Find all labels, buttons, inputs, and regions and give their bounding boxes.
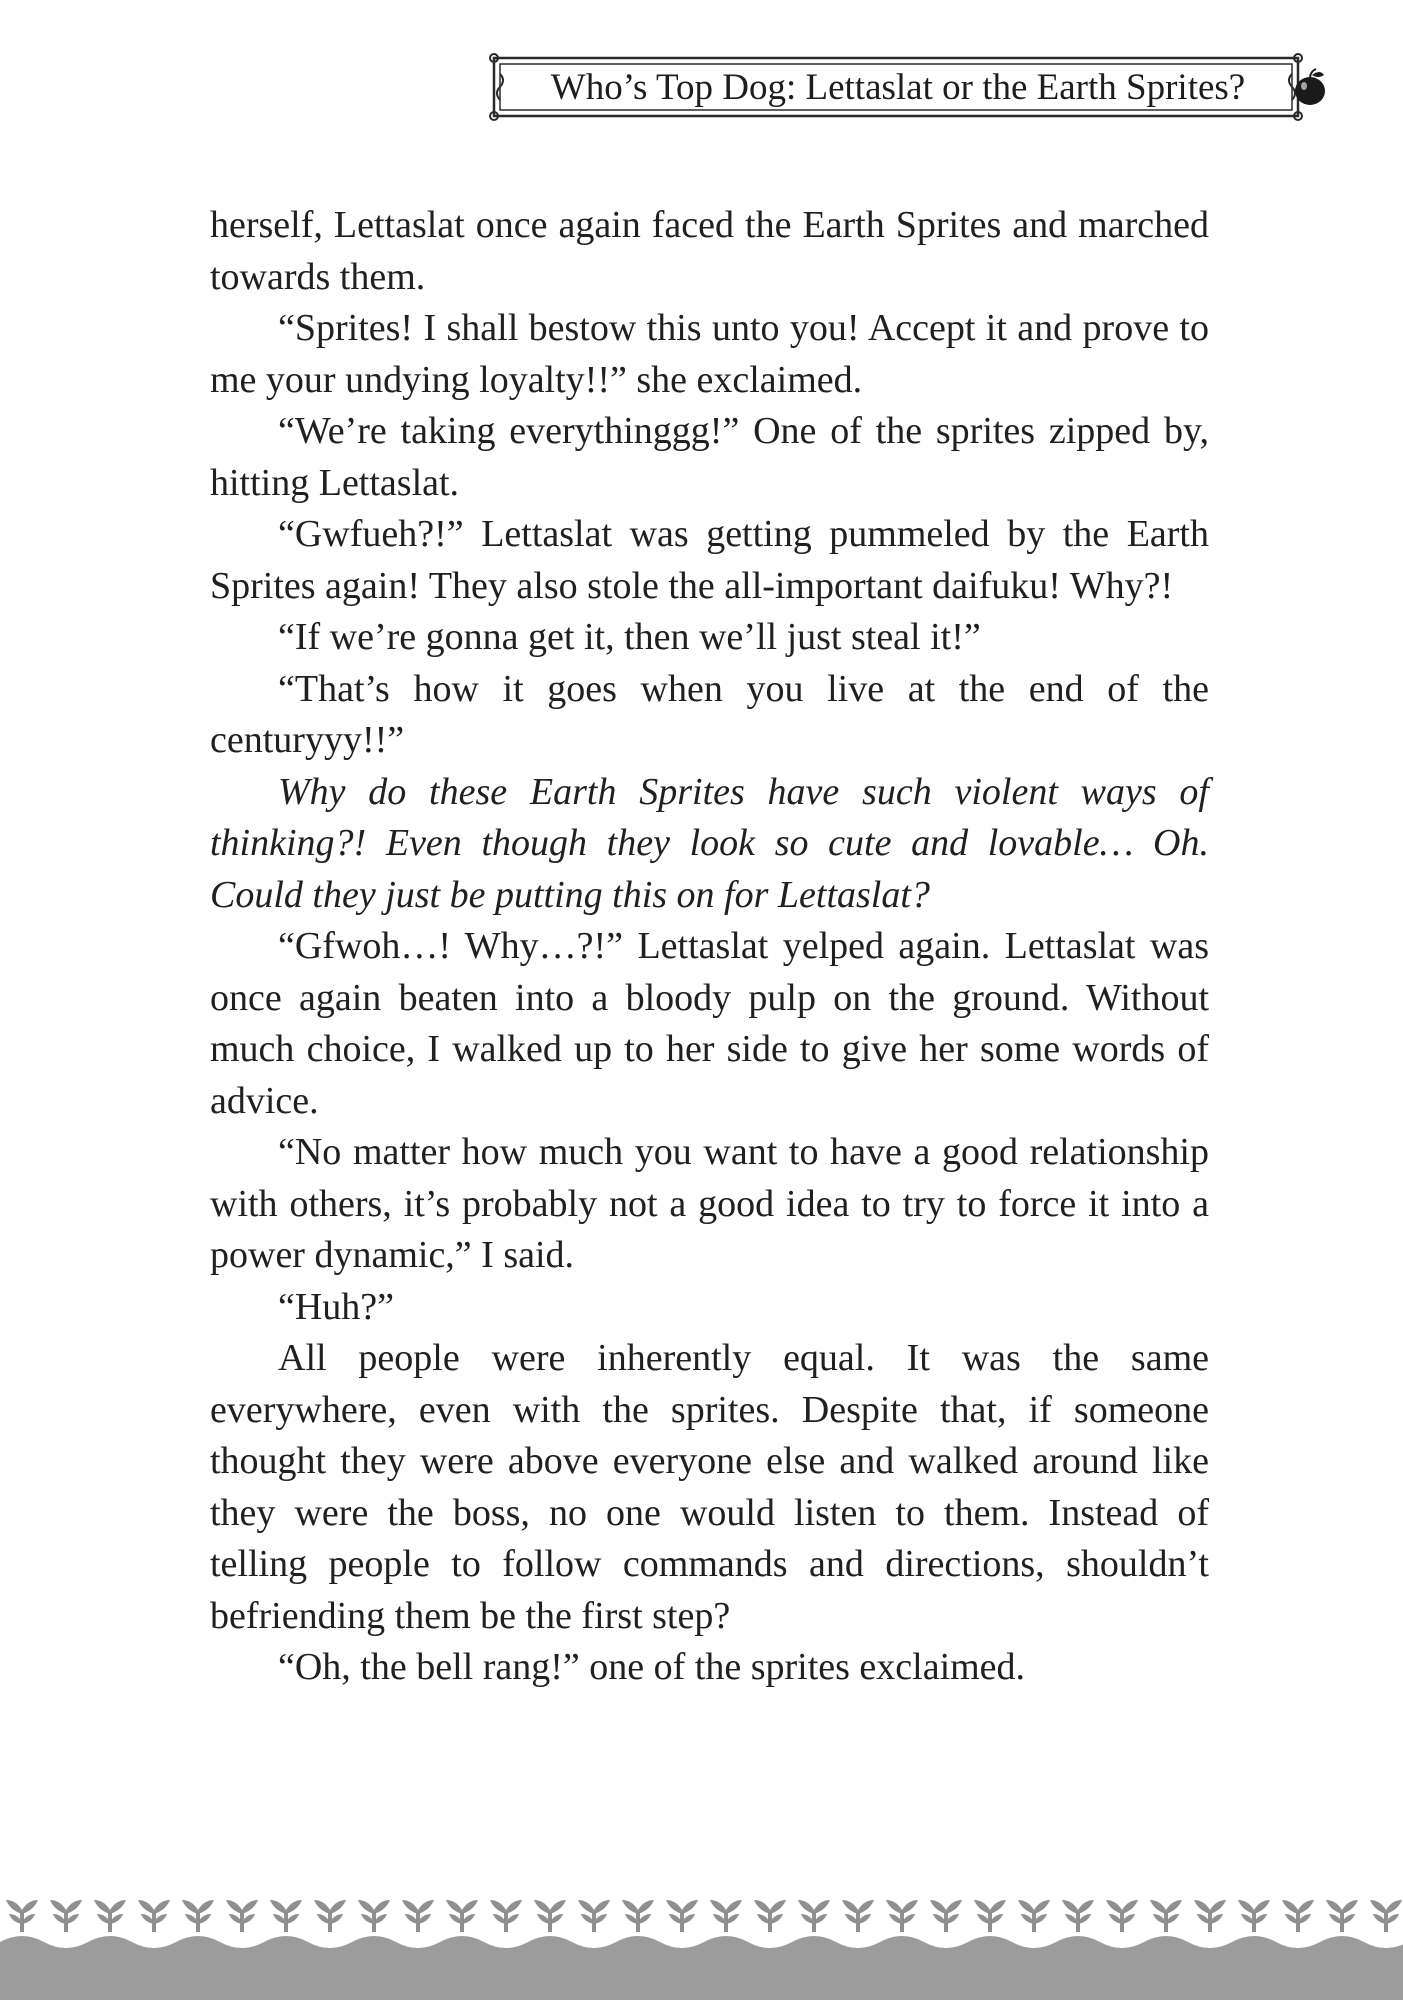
sprout-icon xyxy=(358,1900,390,1932)
paragraph: herself, Lettaslat once again faced the Earth Sprites and marched towards them. xyxy=(210,204,1209,298)
sprout-icon xyxy=(754,1900,786,1932)
paragraph: “Sprites! I shall bestow this unto you! Accept it and prove to me your undying loyalty!!” she exclaimed. xyxy=(210,307,1209,401)
paragraph: “Huh?” xyxy=(278,1285,395,1328)
sprout-icon xyxy=(1326,1900,1358,1932)
sprout-icon xyxy=(886,1900,918,1932)
sprout-icon xyxy=(270,1900,302,1932)
sprout-icon xyxy=(1018,1900,1050,1932)
sprout-icon xyxy=(1062,1900,1094,1932)
body-text xyxy=(210,200,1209,1694)
sprout-icon xyxy=(402,1900,434,1932)
sprout-icon xyxy=(666,1900,698,1932)
sprout-icon xyxy=(226,1900,258,1932)
running-header xyxy=(488,52,1308,126)
sprout-pattern xyxy=(6,1900,1402,1932)
sprout-icon xyxy=(578,1900,610,1932)
footer-band xyxy=(0,1880,1403,2000)
sprout-icon xyxy=(490,1900,522,1932)
sprout-icon xyxy=(710,1900,742,1932)
sprout-icon xyxy=(446,1900,478,1932)
sprout-icon xyxy=(182,1900,214,1932)
sprout-icon xyxy=(622,1900,654,1932)
sprout-icon xyxy=(534,1900,566,1932)
sprout-icon xyxy=(1194,1900,1226,1932)
paragraph: “Gwfueh?!” Lettaslat was getting pummeled by the Earth Sprites again! They also stole the all-important daifuku! Why?! xyxy=(210,513,1209,607)
paragraph: “We’re taking everythinggg!” One of the sprites zipped by, hitting Lettaslat. xyxy=(210,410,1209,504)
paragraph: “Gfwoh…! Why…?!” Lettaslat yelped again. Lettaslat was once again beaten into a bloody pulp on the ground. Without much choice, I walked up to her side to give her some words of advice. xyxy=(210,925,1209,1122)
sprout-icon xyxy=(314,1900,346,1932)
sprout-icon xyxy=(94,1900,126,1932)
sprout-icon xyxy=(1238,1900,1270,1932)
sprout-icon xyxy=(1150,1900,1182,1932)
page-title: Who’s Top Dog: Lettaslat or the Earth Sprites? xyxy=(550,67,1246,108)
sprout-icon xyxy=(1106,1900,1138,1932)
sprout-icon xyxy=(842,1900,874,1932)
sprout-icon xyxy=(1370,1900,1402,1932)
italic-thought: Why do these Earth Sprites have such violent ways of thinking?! Even though they look so cute and lovable… Oh. Could they just be putting this on for Lettaslat? xyxy=(210,770,1209,916)
paragraph: “If we’re gonna get it, then we’ll just steal it!” xyxy=(278,616,981,658)
apple-icon xyxy=(1288,66,1332,110)
paragraph: “Oh, the bell rang!” one of the sprites exclaimed. xyxy=(278,1646,1026,1688)
sprout-icon xyxy=(974,1900,1006,1932)
sprout-icon xyxy=(50,1900,82,1932)
sprout-icon xyxy=(1282,1900,1314,1932)
paragraph: All people were inherently equal. It was the same everywhere, even with the sprites. Despite that, if someone thought they were above everyone else and walked around like they were the boss, no one would listen to them. Instead of telling people to follow commands and directions, shouldn’t befriending them be the first step? xyxy=(210,1337,1209,1637)
paragraph-italic-thought xyxy=(210,767,1209,922)
sprout-icon xyxy=(798,1900,830,1932)
paragraph: “That’s how it goes when you live at the end of the centuryyy!!” xyxy=(210,667,1209,761)
paragraph: “No matter how much you want to have a good relationship with others, it’s probably not a good idea to try to force it into a power dynamic,” I said. xyxy=(210,1131,1209,1276)
sprout-icon xyxy=(138,1900,170,1932)
sprout-icon xyxy=(6,1900,38,1932)
sprout-icon xyxy=(930,1900,962,1932)
